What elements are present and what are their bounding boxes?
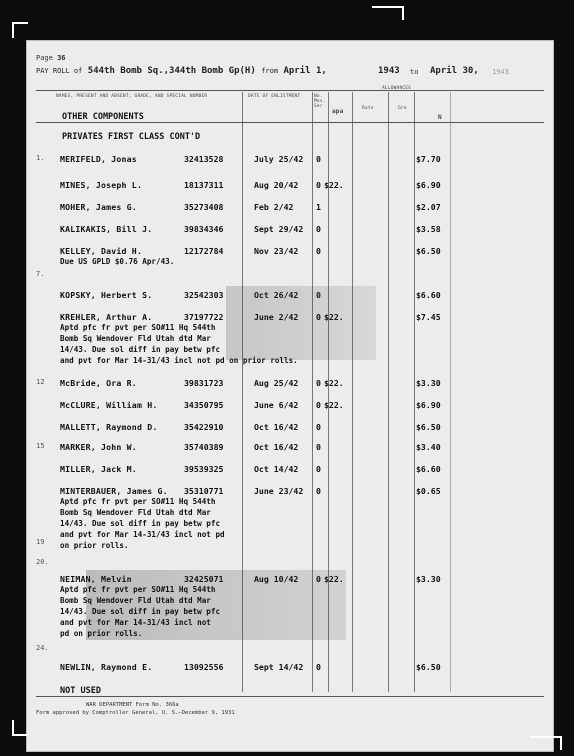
col-allowances-header: ALLOWANCES xyxy=(382,86,412,91)
enlistment-date: June 6/42 xyxy=(254,400,299,410)
col-names-header: NAMES, PRESENT AND ABSENT, GRADE, AND SPECIAL NUMBER xyxy=(56,94,208,99)
film-corner-bottom-right xyxy=(530,736,562,750)
months-served: 0 xyxy=(316,422,321,432)
net-pay: $2.07 xyxy=(416,202,441,212)
category-heading: OTHER COMPONENTS xyxy=(62,112,144,122)
unit-name: 544th Bomb Sq.,344th Bomb Gp(H) xyxy=(87,66,256,76)
to-label: to xyxy=(410,68,419,76)
months-served: 1 xyxy=(316,202,321,212)
year-value: 1943 xyxy=(378,66,400,76)
document-title xyxy=(36,66,327,76)
enlistment-date: Oct 16/42 xyxy=(254,442,299,452)
employee-name: KELLEY, David H. xyxy=(60,246,143,256)
not-used-label: NOT USED xyxy=(60,686,101,696)
employee-name: MOHER, James G. xyxy=(60,202,137,212)
title-prefix: PAY ROLL of xyxy=(36,67,83,75)
enlistment-date: Sept 29/42 xyxy=(254,224,304,234)
line-number-20: 20. xyxy=(36,558,49,566)
to-year: 1943 xyxy=(492,68,509,76)
serial-number: 35310771 xyxy=(184,486,224,496)
serial-number: 18137311 xyxy=(184,180,224,190)
serial-number: 35273408 xyxy=(184,202,224,212)
col-rule-7 xyxy=(450,92,451,692)
payroll-sheet xyxy=(26,40,554,752)
payment-note: Due US GPLD $0.76 Apr/43. xyxy=(60,257,175,266)
employee-name: MINTERBAUER, James G. xyxy=(60,486,168,496)
page-label xyxy=(36,54,66,62)
employee-name: KOPSKY, Herbert S. xyxy=(60,290,153,300)
serial-number: 37197722 xyxy=(184,312,224,322)
col-enlistment-header: DATE OF ENLISTMENT xyxy=(248,94,301,99)
extra-pay: $22. xyxy=(324,574,344,584)
enlistment-date: Oct 16/42 xyxy=(254,422,299,432)
net-pay: $7.70 xyxy=(416,154,441,164)
col-rule-5 xyxy=(388,92,389,692)
net-pay: $6.60 xyxy=(416,290,441,300)
footer-rule xyxy=(36,696,544,697)
form-approval: Form approved by Comptroller General, U. S.—December 9, 1931 xyxy=(36,710,235,716)
net-pay: $6.50 xyxy=(416,246,441,256)
col-net-header: N xyxy=(438,114,442,121)
form-number: WAR DEPARTMENT Form No. 366a xyxy=(86,702,179,708)
serial-number: 39834346 xyxy=(184,224,224,234)
months-served: 0 xyxy=(316,662,321,672)
enlistment-date: Oct 26/42 xyxy=(254,290,299,300)
payment-note: Aptd pfc fr pvt per SO#11 Hq 544th Bomb Sq Wendover Fld Utah dtd Mar 14/43. Due sol diff in pay betw pfc and pvt for Mar 14-31/43 incl not pd on prior rolls. xyxy=(60,323,298,365)
to-date-value: April 30, xyxy=(430,66,479,76)
col-extra-header: apa xyxy=(332,108,344,115)
enlistment-date: July 25/42 xyxy=(254,154,304,164)
film-corner-bottom-left xyxy=(12,720,28,736)
line-number-24: 24. xyxy=(36,644,49,652)
months-served: 0 xyxy=(316,486,321,496)
enlistment-date: Aug 10/42 xyxy=(254,574,299,584)
col-months-header: No. Mos. Ser xyxy=(314,94,326,109)
page-number: 36 xyxy=(57,54,66,62)
net-pay: $6.60 xyxy=(416,464,441,474)
line-number-19: 19 xyxy=(36,538,45,546)
net-pay: $3.30 xyxy=(416,574,441,584)
payment-note: Aptd pfc fr pvt per SO#11 Hq 544th Bomb Sq Wendover Fld Utah dtd Mar 14/43. Due sol diff in pay betw pfc and pvt for Mar 14-31/43 incl not pd on prior rolls. xyxy=(60,497,225,550)
extra-pay: $22. xyxy=(324,312,344,322)
col-rule-4 xyxy=(352,92,353,692)
serial-number: 13092556 xyxy=(184,662,224,672)
employee-name: McCLURE, William H. xyxy=(60,400,158,410)
net-pay: $6.90 xyxy=(416,400,441,410)
net-pay: $6.50 xyxy=(416,422,441,432)
employee-name: MINES, Joseph L. xyxy=(60,180,143,190)
enlistment-date: Nov 23/42 xyxy=(254,246,299,256)
net-pay: $6.50 xyxy=(416,662,441,672)
months-served: 0 xyxy=(316,246,321,256)
serial-number: 35422910 xyxy=(184,422,224,432)
months-served: 0 xyxy=(316,154,321,164)
film-corner-top-right xyxy=(372,6,404,20)
extra-pay: $22. xyxy=(324,400,344,410)
employee-name: MERIFELD, Jonas xyxy=(60,154,137,164)
page-label-text: Page xyxy=(36,54,53,62)
extra-pay: $22. xyxy=(324,180,344,190)
serial-number: 32413528 xyxy=(184,154,224,164)
col-gross-header: Gro xyxy=(398,106,407,111)
months-served: 0 xyxy=(316,442,321,452)
net-pay: $3.30 xyxy=(416,378,441,388)
serial-number: 32425071 xyxy=(184,574,224,584)
header-rule xyxy=(36,90,544,91)
employee-name: MALLETT, Raymond D. xyxy=(60,422,158,432)
months-served: 0 xyxy=(316,400,321,410)
serial-number: 35740389 xyxy=(184,442,224,452)
enlistment-date: Feb 2/42 xyxy=(254,202,294,212)
months-served: 0 xyxy=(316,312,321,322)
net-pay: $6.90 xyxy=(416,180,441,190)
from-label: from xyxy=(261,67,279,75)
enlistment-date: Oct 14/42 xyxy=(254,464,299,474)
months-served: 0 xyxy=(316,464,321,474)
months-served: 0 xyxy=(316,180,321,190)
employee-name: KREHLER, Arthur A. xyxy=(60,312,153,322)
from-date: April 1, xyxy=(283,66,327,76)
net-pay: $3.58 xyxy=(416,224,441,234)
months-served: 0 xyxy=(316,290,321,300)
serial-number: 12172784 xyxy=(184,246,224,256)
employee-name: McBride, Ora R. xyxy=(60,378,137,388)
employee-name: MILLER, Jack M. xyxy=(60,464,137,474)
enlistment-date: Aug 25/42 xyxy=(254,378,299,388)
enlistment-date: Sept 14/42 xyxy=(254,662,304,672)
serial-number: 34350795 xyxy=(184,400,224,410)
film-corner-top-left xyxy=(12,22,28,38)
to-date xyxy=(430,66,479,76)
months-served: 0 xyxy=(316,378,321,388)
months-served: 0 xyxy=(316,574,321,584)
employee-name: NEIMAN, Melvin xyxy=(60,574,132,584)
employee-name: KALIKAKIS, Bill J. xyxy=(60,224,153,234)
extra-pay: $22. xyxy=(324,378,344,388)
serial-number: 32542303 xyxy=(184,290,224,300)
employee-name: NEWLIN, Raymond E. xyxy=(60,662,153,672)
net-pay: $0.65 xyxy=(416,486,441,496)
enlistment-date: June 2/42 xyxy=(254,312,299,322)
serial-number: 39539325 xyxy=(184,464,224,474)
col-rate-header: Rate xyxy=(362,106,374,111)
col-header-rule xyxy=(36,122,544,123)
serial-number: 39831723 xyxy=(184,378,224,388)
enlistment-date: Aug 20/42 xyxy=(254,180,299,190)
net-pay: $3.40 xyxy=(416,442,441,452)
net-pay: $7.45 xyxy=(416,312,441,322)
year xyxy=(378,66,400,76)
employee-name: MARKER, John W. xyxy=(60,442,137,452)
line-number-7: 7. xyxy=(36,270,45,278)
payment-note: Aptd pfc fr pvt per SO#11 Hq 544th Bomb Sq Wendover Fld Utah dtd Mar 14/43. Due sol diff in pay betw pfc and pvt for Mar 14-31/43 incl not pd on prior rolls. xyxy=(60,585,221,638)
col-rule-6 xyxy=(414,92,415,692)
months-served: 0 xyxy=(316,224,321,234)
row-number: 12 xyxy=(36,378,45,386)
enlistment-date: June 23/42 xyxy=(254,486,304,496)
rank-heading: PRIVATES FIRST CLASS CONT'D xyxy=(62,132,201,142)
row-number: 15 xyxy=(36,442,45,450)
row-number: 1. xyxy=(36,154,45,162)
